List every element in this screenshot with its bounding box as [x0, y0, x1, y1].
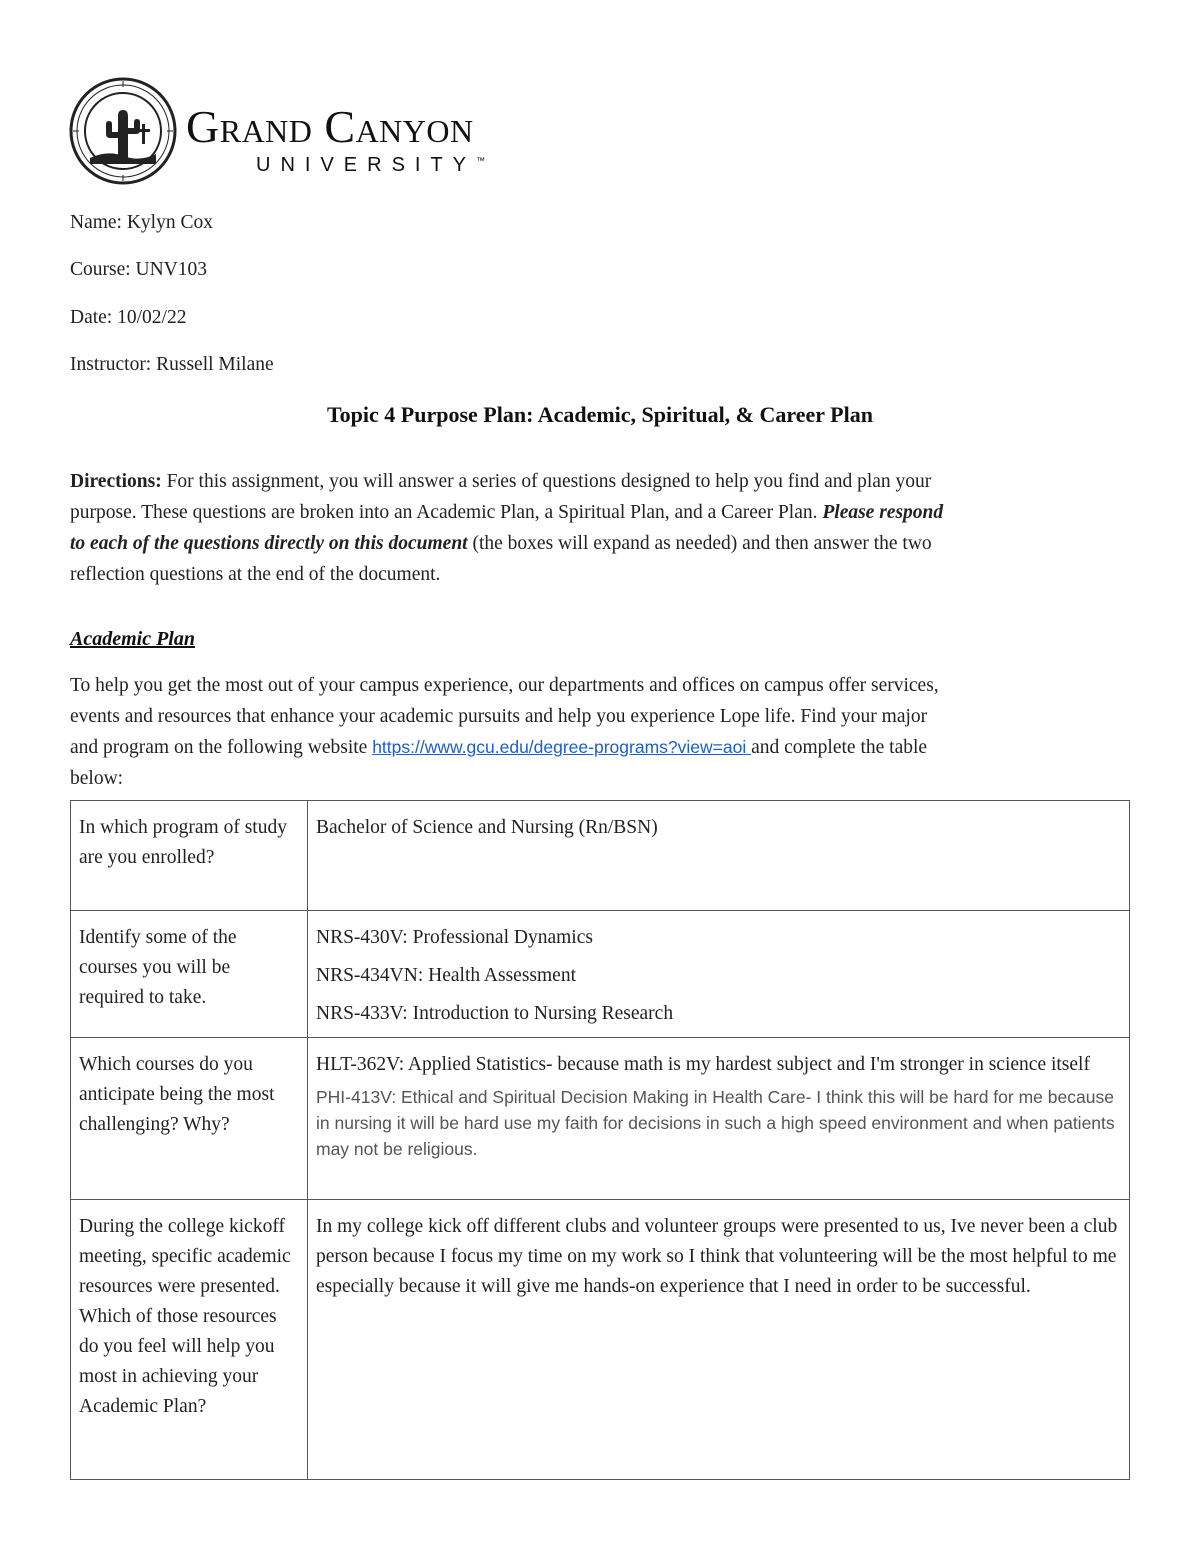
- directions-paragraph: Directions: For this assignment, you will answer a series of questions designed to help you find and plan your purpose. These questions are broken into an Academic Plan, a Spiritual Plan, and a Career Plan. Please respond to each of the questions directly on this document (the boxes will expand as needed) and then answer the two reflection questions at the end of the document.: [70, 471, 944, 585]
- university-logo: [68, 76, 568, 186]
- logo-wordmark-bottom: UNIVERSITY™: [256, 154, 486, 176]
- table-row: [71, 1038, 1130, 1200]
- table-row: [71, 1200, 1130, 1480]
- directions-label: Directions:: [70, 471, 162, 492]
- student-name: Name: Kylyn Cox: [70, 212, 213, 233]
- question-cell: Identify some of the courses you will be required to take.: [71, 911, 308, 1038]
- degree-programs-link[interactable]: https://www.gcu.edu/degree-programs?view=aoi: [372, 737, 752, 757]
- logo-wordmark: [186, 101, 486, 177]
- question-cell: During the college kickoff meeting, specific academic resources were presented. Which of those resources do you feel will help you most in achieving your Academic Plan?: [71, 1200, 308, 1480]
- academic-plan-table: [70, 800, 1130, 1480]
- answer-cell[interactable]: NRS-430V: Professional Dynamics NRS-434VN: Health Assessment NRS-433V: Introduction to Nursing Research: [308, 911, 1130, 1038]
- university-seal-icon: [68, 76, 178, 186]
- answer-cell[interactable]: HLT-362V: Applied Statistics- because math is my hardest subject and I'm stronger in science itself PHI-413V: Ethical and Spiritual Decision Making in Health Care- I think this will be hard for me because in nursing it will be hard use my faith for decisions in such a high speed environment and when patients may not be religious.: [308, 1038, 1130, 1200]
- document-title: Topic 4 Purpose Plan: Academic, Spiritual, & Career Plan: [327, 402, 873, 427]
- answer-cell[interactable]: In my college kick off different clubs and volunteer groups were presented to us, Ive never been a club person because I focus my time on my work so I think that volunteering will be the most helpful to me especially because it will give me hands-on experience that I need in order to be successful.: [308, 1200, 1130, 1480]
- instructor-name: Instructor: Russell Milane: [70, 354, 274, 375]
- logo-wordmark-top: Grand Canyon: [186, 101, 474, 152]
- table-row: [71, 911, 1130, 1038]
- assignment-date: Date: 10/02/22: [70, 307, 187, 328]
- table-row: [71, 801, 1130, 911]
- question-cell: Which courses do you anticipate being the most challenging? Why?: [71, 1038, 308, 1200]
- course-code: Course: UNV103: [70, 259, 208, 280]
- question-cell: In which program of study are you enrolled?: [71, 801, 308, 911]
- academic-intro-paragraph: To help you get the most out of your campus experience, our departments and offices on campus offer services, events and resources that enhance your academic pursuits and help you experience Lope life. Find your major and program on the following website https://www.gcu.edu/degree-programs?view=aoi and complete the table below:: [70, 675, 939, 789]
- secondary-answer: PHI-413V: Ethical and Spiritual Decision Making in Health Care- I think this will be hard for me because in nursing it will be hard use my faith for decisions in such a high speed environment and when patients may not be religious.: [316, 1087, 1115, 1159]
- answer-cell[interactable]: Bachelor of Science and Nursing (Rn/BSN): [308, 801, 1130, 911]
- academic-plan-heading: Academic Plan: [70, 628, 195, 650]
